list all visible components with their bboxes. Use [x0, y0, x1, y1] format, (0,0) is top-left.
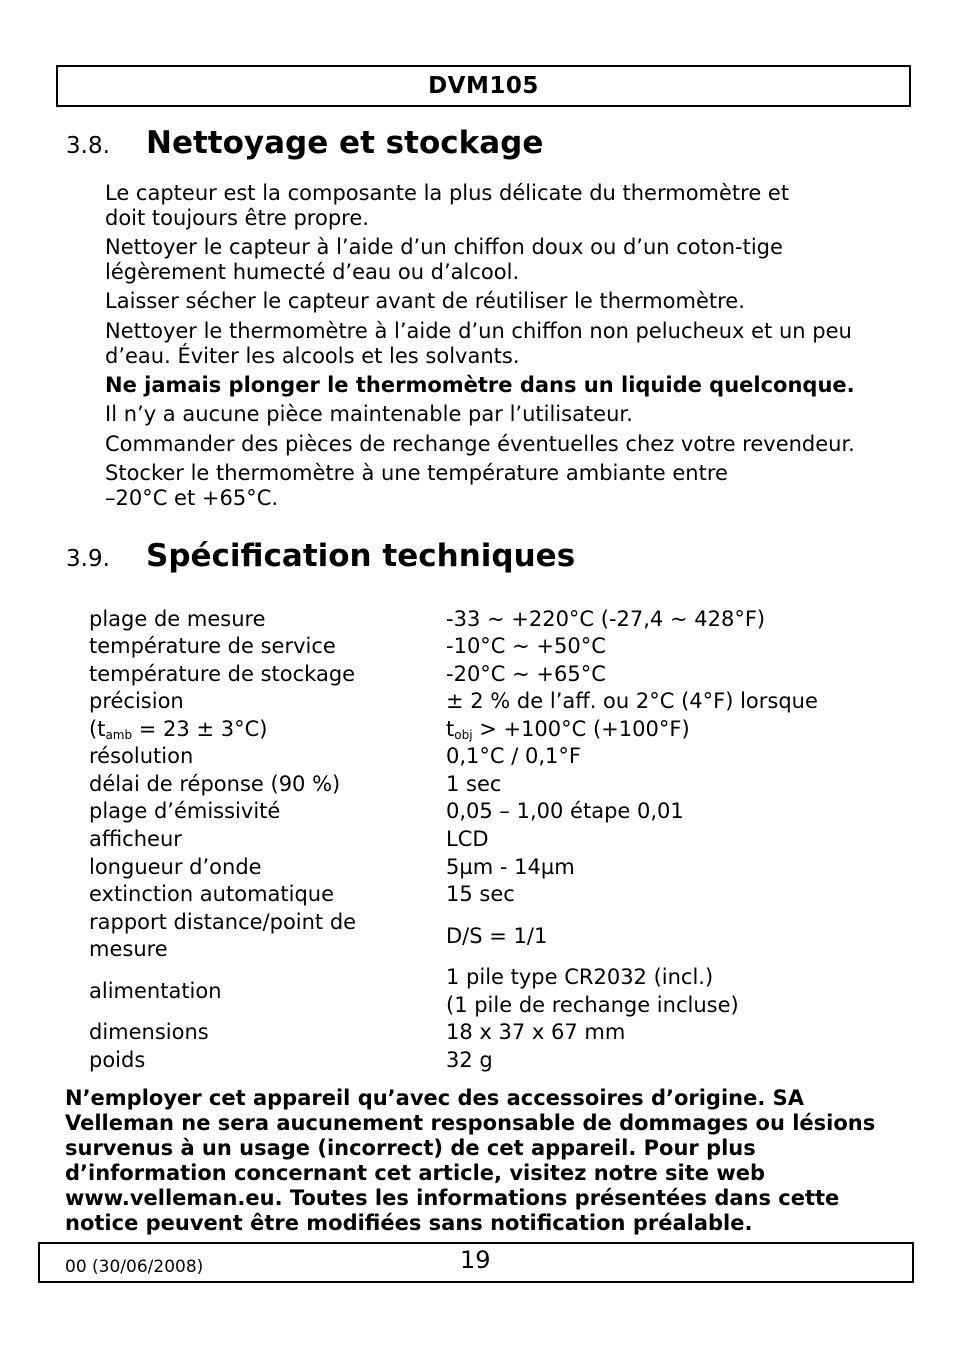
- spec-value: 32 g: [446, 1048, 493, 1072]
- model-title: DVM105: [428, 73, 539, 99]
- section-title: Nettoyage et stockage: [146, 125, 544, 161]
- document-footer: [38, 1242, 914, 1283]
- spec-value: -33 ~ +220°C (-27,4 ~ 428°F): [446, 607, 766, 631]
- spec-value: ± 2 % de l’aff. ou 2°C (4°F) lorsque: [446, 689, 818, 713]
- spec-label: longueur d’onde: [89, 855, 262, 879]
- spec-label: plage d’émissivité: [89, 799, 281, 823]
- legal-notice: N’employer cet appareil qu’avec des accessoires d’origine. SA Velleman ne sera aucunement responsable de dommages ou lésions survenus à un usage (incorrect) de cet appareil. Pour plus d’information concernant cet article, visitez notre site web www.velleman.eu. Toutes les informations présentées dans cette notice peuvent être modifiées sans notification préalable.: [65, 1086, 876, 1235]
- section-title: Spécification techniques: [146, 538, 576, 574]
- spec-label: alimentation: [89, 979, 222, 1003]
- spec-value-line2: (1 pile de rechange incluse): [446, 993, 739, 1017]
- spec-value: 0,1°C / 0,1°F: [446, 744, 581, 768]
- spec-label: poids: [89, 1048, 146, 1072]
- spec-value: D/S = 1/1: [446, 924, 548, 948]
- section-heading-cleaning: [66, 125, 543, 161]
- spec-label-line1: rapport distance/point de: [89, 910, 357, 934]
- spec-value: 5µm - 14µm: [446, 855, 575, 879]
- spec-label: précision: [89, 689, 184, 713]
- document-header: [56, 65, 911, 107]
- spec-value: -10°C ~ +50°C: [446, 634, 606, 658]
- section-number: 3.8.: [66, 133, 110, 159]
- spec-value: $t_{obj} > +100^\circ C$ (+100°F): [446, 717, 690, 742]
- spec-label: afficheur: [89, 827, 182, 851]
- spec-label: extinction automatique: [89, 882, 335, 906]
- warning-paragraph: Ne jamais plonger le thermomètre dans un liquide quelconque.: [105, 373, 855, 397]
- paragraph: Laisser sécher le capteur avant de réutiliser le thermomètre.: [105, 289, 745, 313]
- section-heading-specifications: [66, 538, 575, 574]
- spec-label: $(t_{amb} = 23 \pm 3^\circ C)$: [89, 717, 268, 742]
- paragraph: Commander des pièces de rechange éventuelles chez votre revendeur.: [105, 432, 855, 456]
- spec-value: 18 x 37 x 67 mm: [446, 1020, 626, 1044]
- spec-value: -20°C ~ +65°C: [446, 662, 606, 686]
- spec-label: plage de mesure: [89, 607, 266, 631]
- section-number: 3.9.: [66, 546, 110, 572]
- spec-value: LCD: [446, 827, 489, 851]
- paragraph: Nettoyer le thermomètre à l’aide d’un chiffon non pelucheux et un peu d’eau. Éviter les alcools et les solvants.: [105, 319, 852, 368]
- spec-value: 1 sec: [446, 772, 502, 796]
- spec-label: température de service: [89, 634, 336, 658]
- spec-label: délai de réponse (90 %): [89, 772, 341, 796]
- spec-label-line2: mesure: [89, 937, 168, 961]
- spec-value: 15 sec: [446, 882, 515, 906]
- paragraph: Il n’y a aucune pièce maintenable par l’utilisateur.: [105, 402, 633, 426]
- spec-label: dimensions: [89, 1020, 209, 1044]
- paragraph: Le capteur est la composante la plus délicate du thermomètre et doit toujours être propre.: [105, 181, 790, 230]
- spec-label: température de stockage: [89, 662, 356, 686]
- spec-label: résolution: [89, 744, 194, 768]
- spec-value: 0,05 – 1,00 étape 0,01: [446, 799, 684, 823]
- version-date: 00 (30/06/2008): [65, 1257, 204, 1277]
- page-number: 19: [460, 1246, 491, 1274]
- paragraph: Nettoyer le capteur à l’aide d’un chiffon doux ou d’un coton-tige légèrement humecté d’eau ou d’alcool.: [105, 235, 783, 284]
- paragraph: Stocker le thermomètre à une température ambiante entre –20°C et +65°C.: [105, 461, 728, 510]
- spec-value-line1: 1 pile type CR2032 (incl.): [446, 965, 714, 989]
